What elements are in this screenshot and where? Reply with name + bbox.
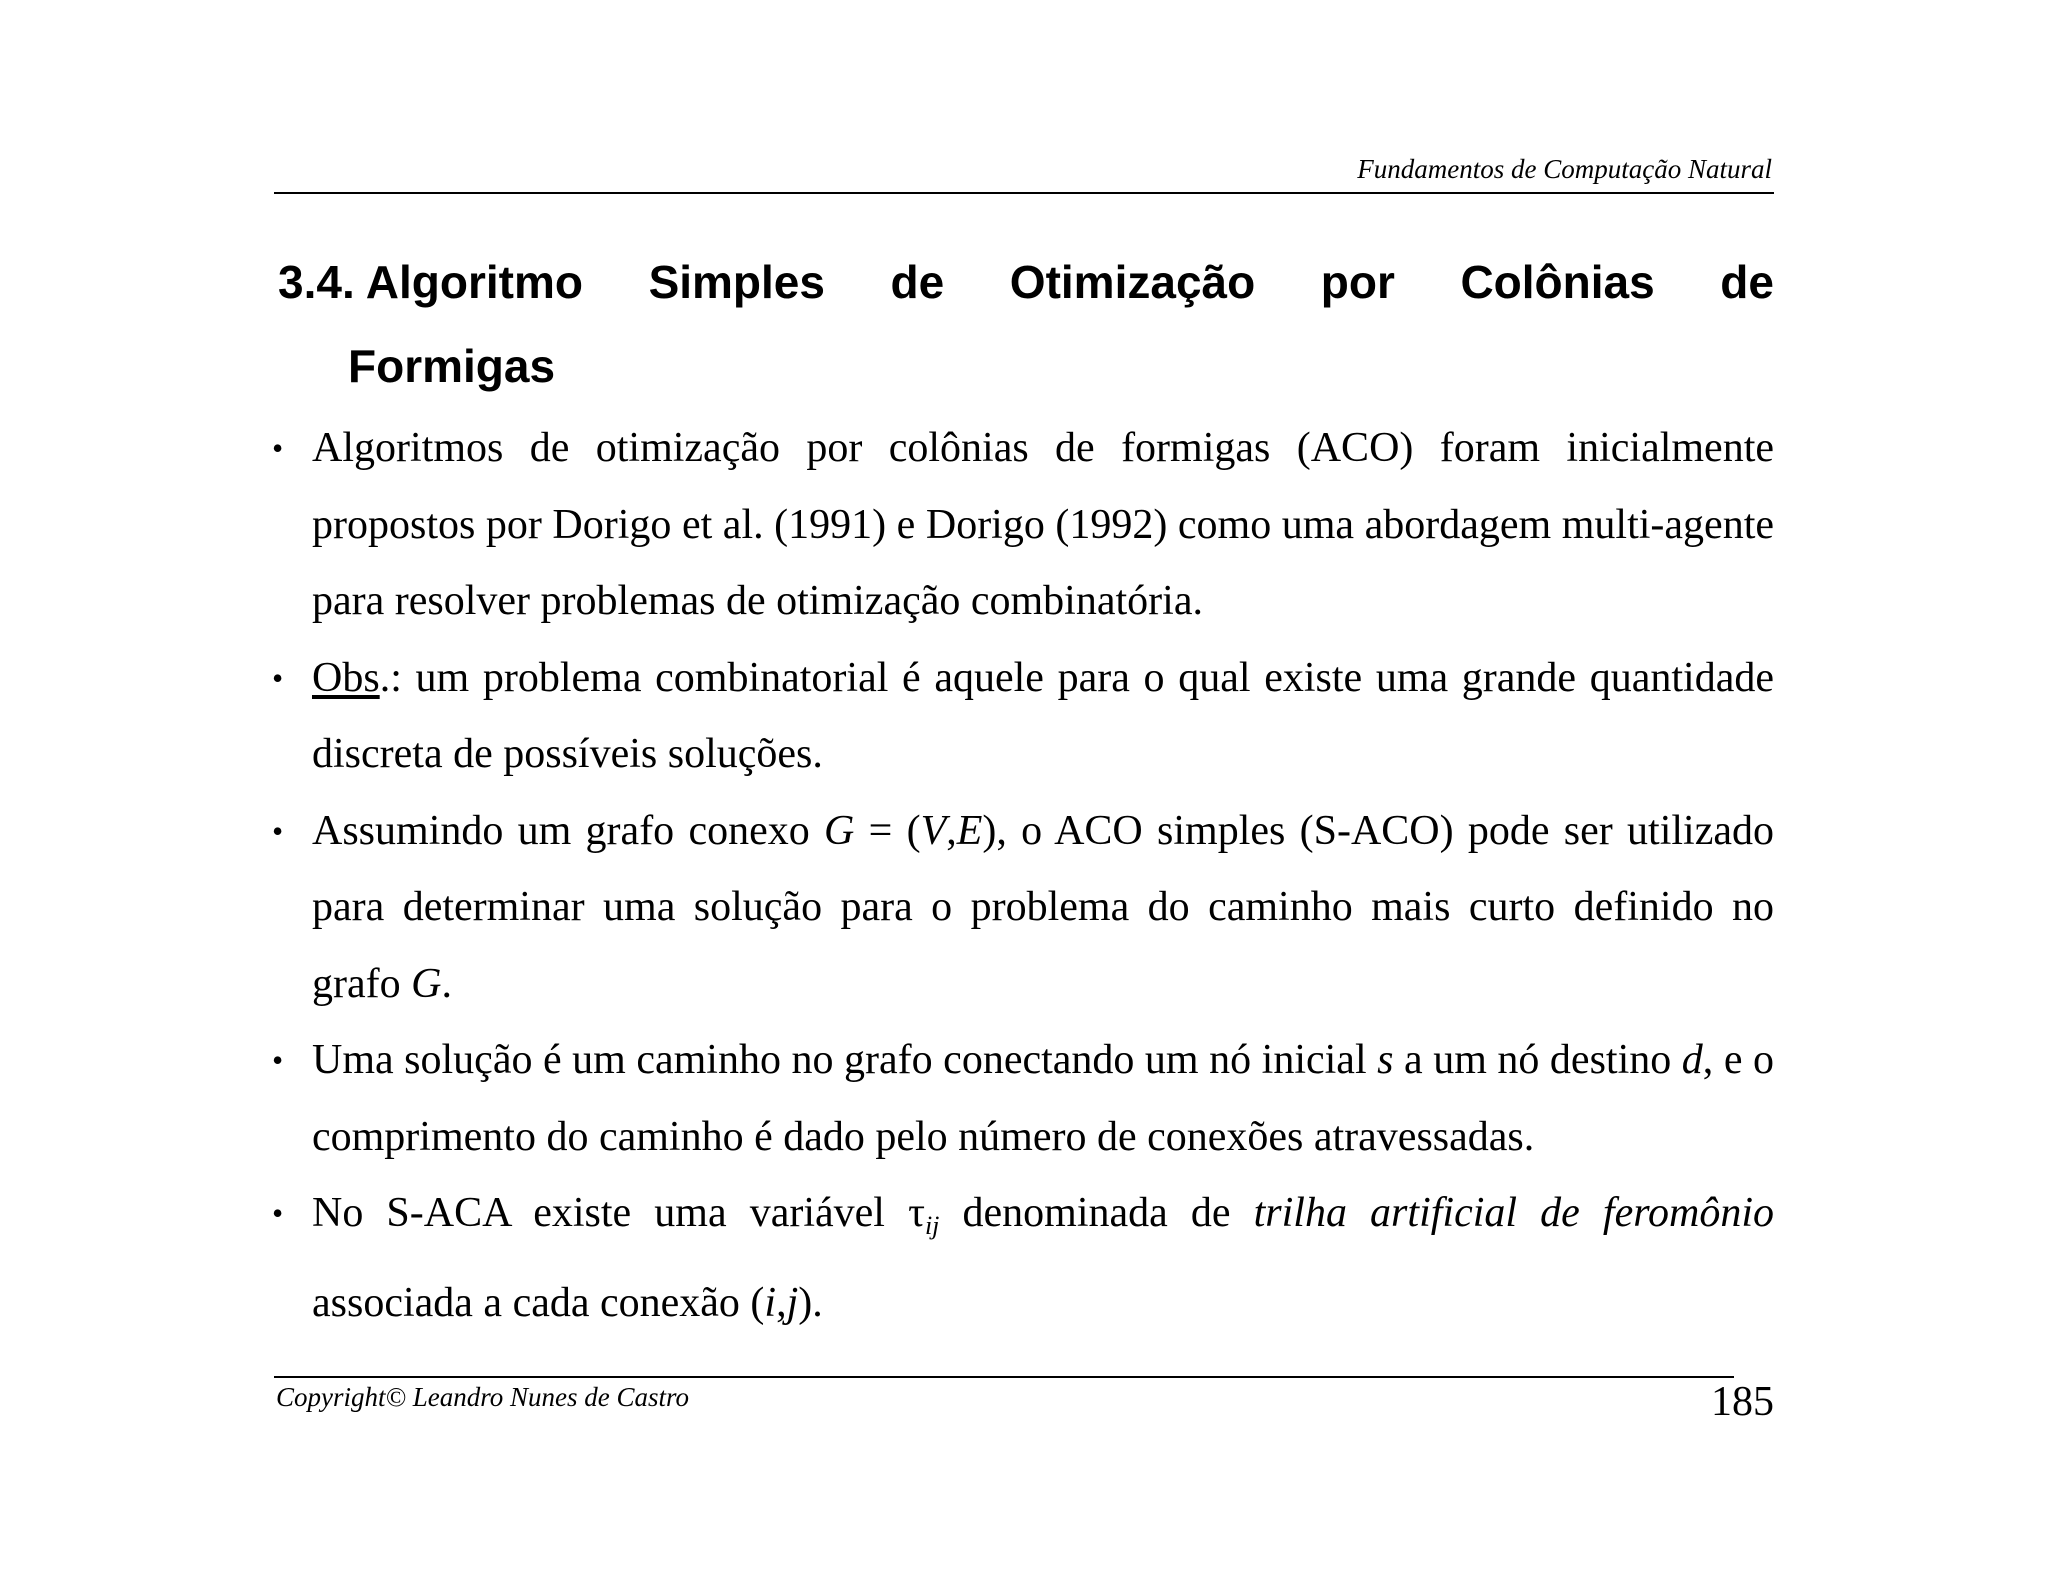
- obs-label: Obs: [312, 654, 380, 701]
- math-var: V: [920, 807, 947, 854]
- section-heading-line-1: [278, 240, 1774, 324]
- math-var: j: [786, 1279, 799, 1326]
- bullet-text: , e o comprimento do caminho é dado pelo número de conexões atravessadas.: [312, 1037, 1774, 1160]
- math-var: E: [956, 807, 983, 854]
- italic-phrase: trilha artificial de feromônio: [1253, 1190, 1774, 1236]
- page-number: 185: [1711, 1379, 1774, 1425]
- bullet-dot: •: [272, 1195, 284, 1231]
- bullet-text: ), o ACO simples (S-ACO) pode ser utilizado para determinar uma solução para o problema do caminho mais curto definido no grafo: [312, 807, 1774, 1007]
- bullet-dot: •: [272, 659, 284, 696]
- bullet-text: a um nó destino: [1393, 1037, 1682, 1083]
- bullet-text: Algoritmos de otimização por colônias de formigas (ACO) foram inicialmente propostos por Dorigo et al. (1991) e Dorigo (1992) como uma abordagem multi-agente para resolver problemas de otimização combinatória.: [312, 425, 1774, 624]
- bullet-item: [272, 640, 1774, 793]
- heading-word: de: [890, 256, 945, 308]
- section-heading-line-2: Formigas: [348, 340, 556, 392]
- heading-word: de: [1720, 256, 1774, 308]
- header-rule: [274, 192, 1774, 194]
- bullet-dot: •: [272, 1042, 284, 1078]
- bullet-text: denominada de: [939, 1190, 1254, 1236]
- bullet-text: ).: [798, 1279, 823, 1326]
- heading-word: por: [1320, 256, 1395, 308]
- tau-subscript: ij: [924, 1211, 940, 1240]
- bullet-text: .: um problema combinatorial é aquele para o qual existe uma grande quantidade discreta de possíveis soluções.: [312, 654, 1774, 777]
- bullet-text: Uma solução é um caminho no grafo conectando um nó inicial: [312, 1037, 1378, 1083]
- bullet-text: Assumindo um grafo conexo: [312, 807, 824, 854]
- math-var: d: [1681, 1037, 1703, 1083]
- heading-word: 3.4. Algoritmo: [278, 256, 583, 308]
- bullet-text: .: [441, 960, 452, 1007]
- bullet-item: [272, 1022, 1774, 1175]
- running-header: Fundamentos de Computação Natural: [1357, 154, 1772, 184]
- math-text: ,: [946, 807, 957, 854]
- section-heading: [278, 240, 1774, 408]
- bullet-text: associada a cada conexão (: [312, 1279, 765, 1326]
- math-text: = (: [854, 807, 921, 854]
- bullet-item: [272, 1175, 1774, 1341]
- copyright-text: Copyright© Leandro Nunes de Castro: [276, 1382, 690, 1412]
- heading-word: Otimização: [1009, 256, 1256, 308]
- math-var: i: [764, 1279, 777, 1326]
- bullet-list: [272, 410, 1774, 1341]
- math-var: G: [411, 960, 442, 1007]
- heading-word: Colônias: [1460, 256, 1655, 308]
- math-var: s: [1377, 1037, 1394, 1083]
- footer-rule: [274, 1376, 1734, 1378]
- tau-symbol: τ: [908, 1190, 925, 1236]
- bullet-dot: •: [272, 812, 284, 849]
- bullet-text: No S-ACA existe uma variável: [312, 1190, 909, 1236]
- math-var: G: [824, 807, 855, 854]
- bullet-item: [272, 793, 1774, 1023]
- heading-word: Simples: [648, 256, 825, 308]
- math-text: ,: [776, 1279, 787, 1326]
- bullet-dot: •: [272, 430, 284, 466]
- bullet-item: [272, 410, 1774, 640]
